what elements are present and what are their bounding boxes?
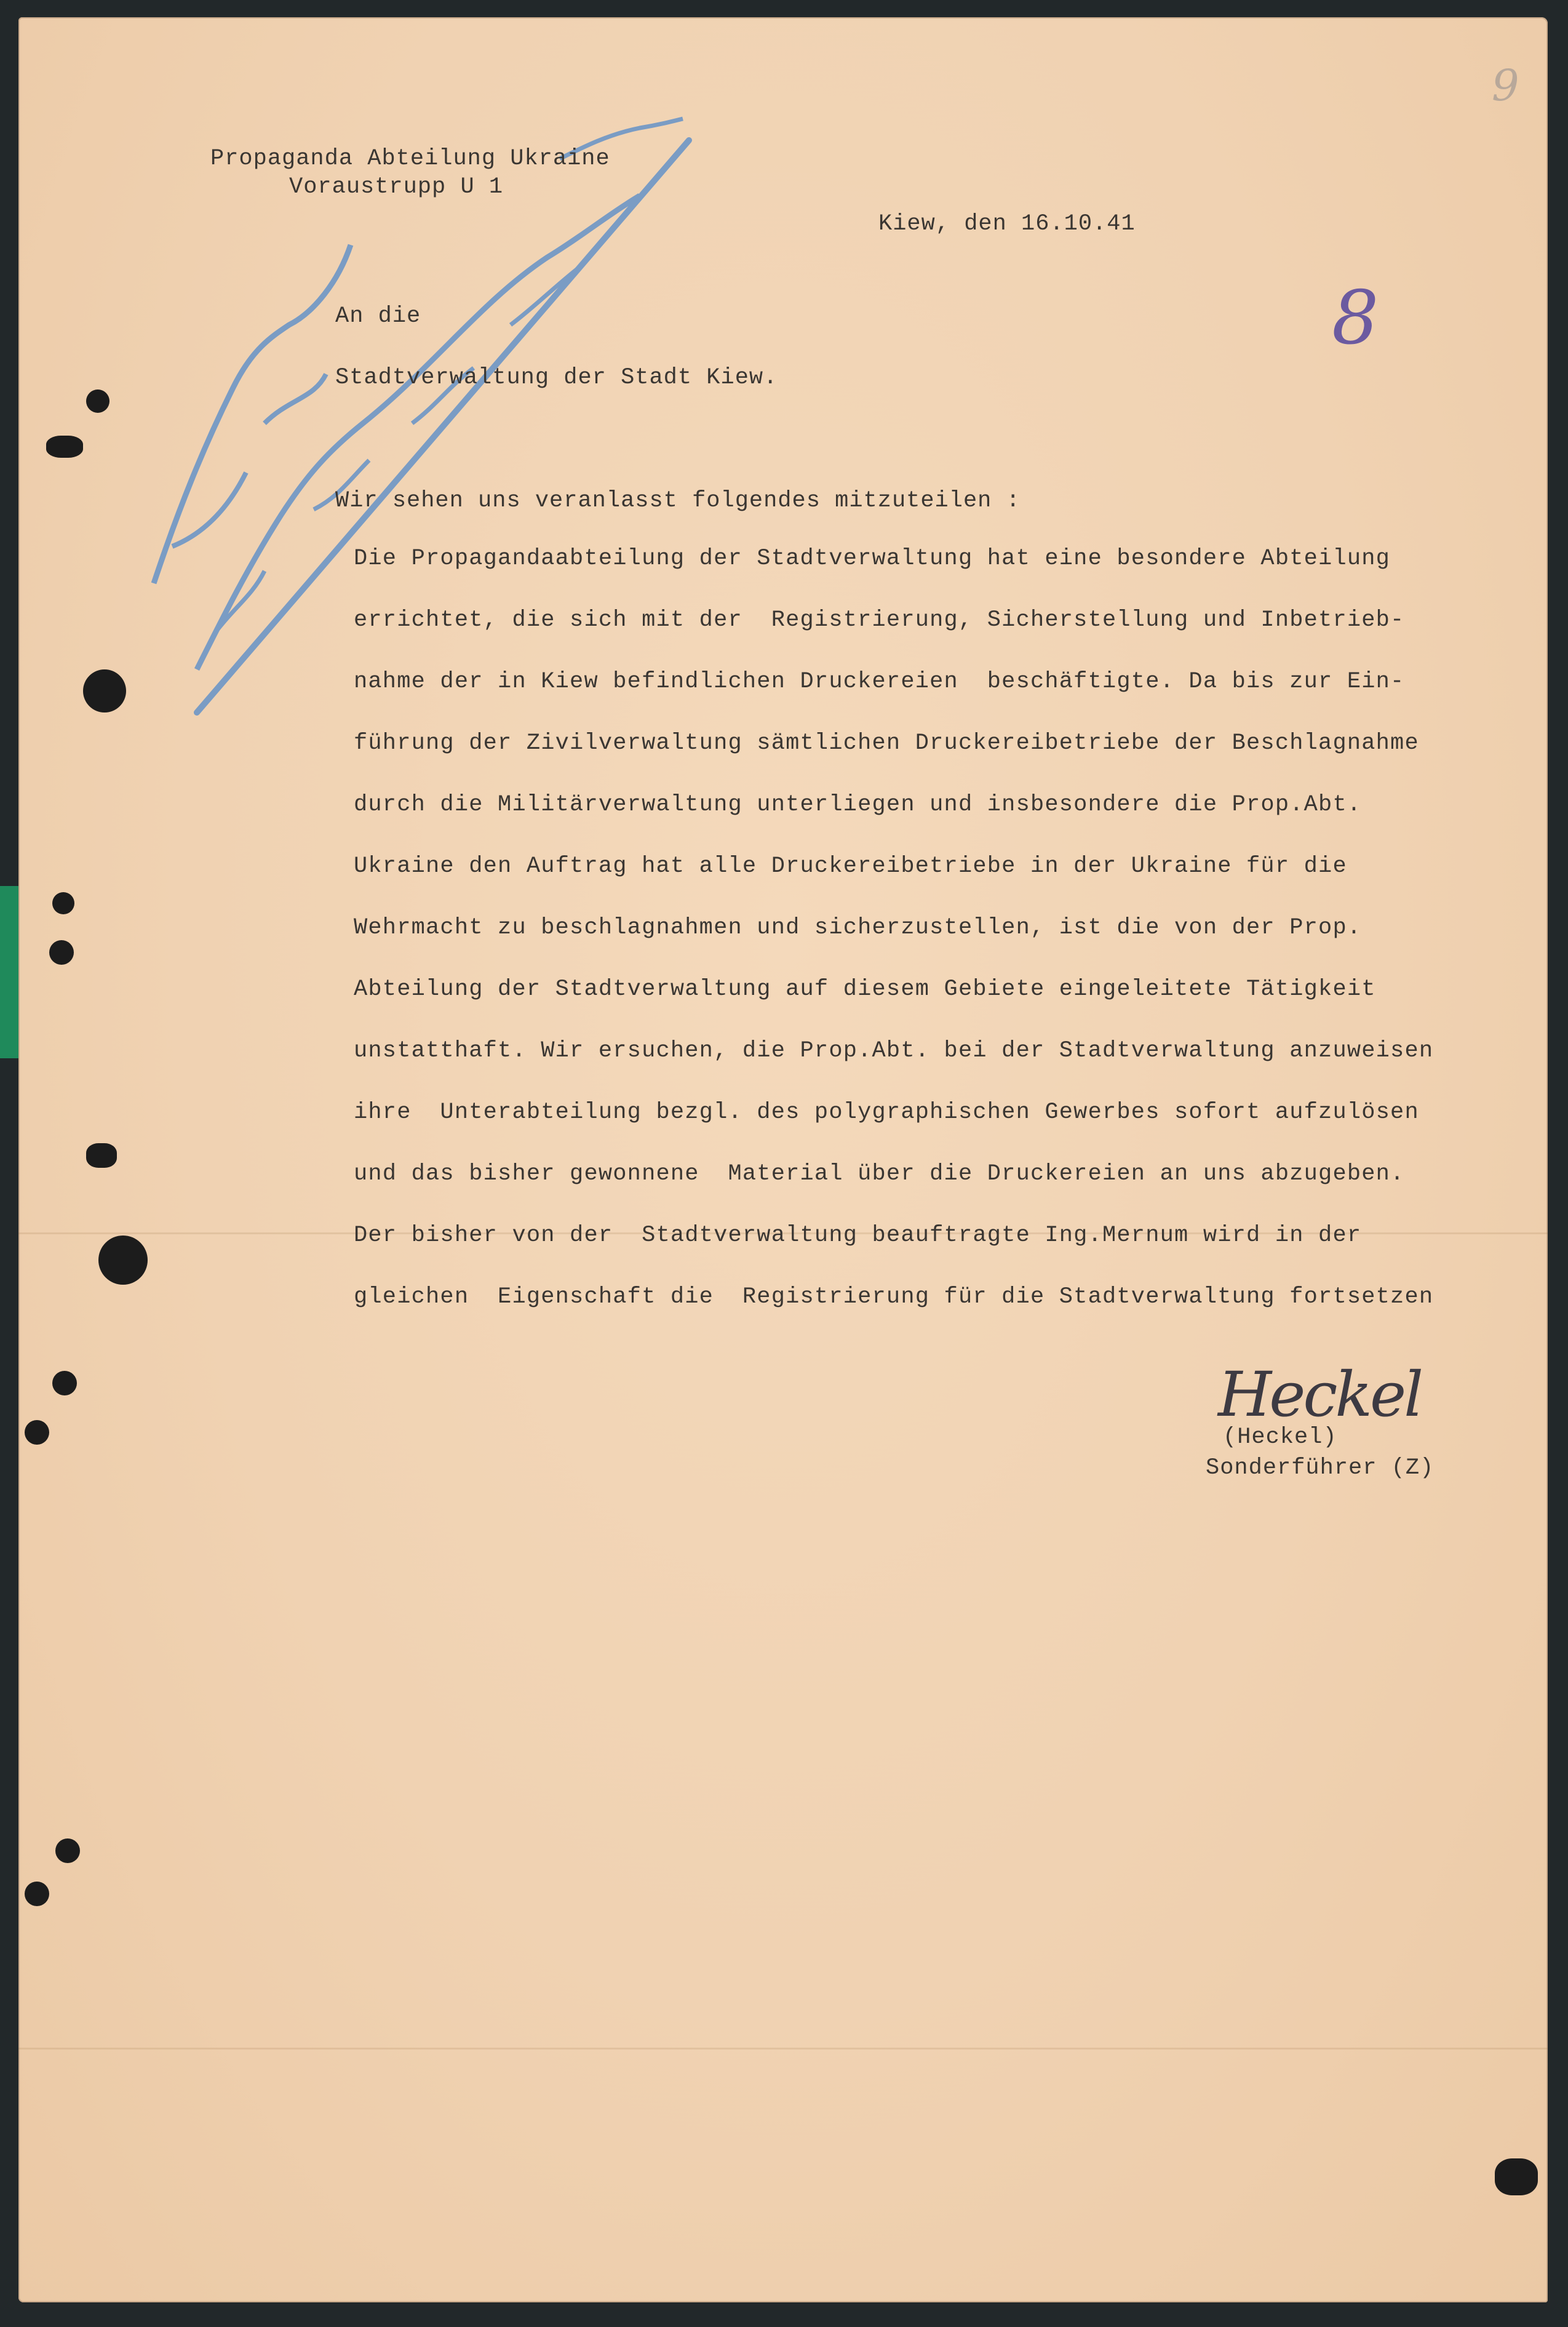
- punch-hole: [83, 669, 126, 712]
- body-line: durch die Militärverwaltung unterliegen und insbesondere die Prop.Abt.: [354, 792, 1362, 818]
- violet-margin-mark: 8: [1332, 276, 1379, 361]
- punch-hole: [25, 1882, 49, 1906]
- place-date: Kiew, den 16.10.41: [878, 211, 1136, 237]
- body-line: nahme der in Kiew befindlichen Druckereien beschäftigte. Da bis zur Ein-: [354, 669, 1405, 695]
- punch-hole: [49, 940, 74, 965]
- body-line: ihre Unterabteilung bezgl. des polygraphischen Gewerbes sofort aufzulösen: [354, 1100, 1419, 1125]
- signature-title: Sonderführer (Z): [1206, 1455, 1435, 1481]
- handwritten-signature: Heckel: [1218, 1359, 1422, 1431]
- body-line: Ukraine den Auftrag hat alle Druckereibetriebe in der Ukraine für die: [354, 853, 1347, 879]
- punch-hole: [86, 1143, 117, 1168]
- body-line: gleichen Eigenschaft die Registrierung für die Stadtverwaltung fortsetzen: [354, 1284, 1434, 1310]
- punch-hole: [1495, 2158, 1538, 2195]
- punch-hole: [52, 892, 74, 914]
- punch-hole: [98, 1235, 148, 1285]
- body-line: Abteilung der Stadtverwaltung auf diesem Gebiete eingeleitete Tätigkeit: [354, 976, 1376, 1002]
- salutation: Wir sehen uns veranlasst folgendes mitzuteilen :: [335, 488, 1021, 514]
- punch-hole: [52, 1371, 77, 1395]
- letterhead-org: Propaganda Abteilung Ukraine: [210, 146, 610, 172]
- punch-hole: [46, 436, 83, 458]
- body-line: errichtet, die sich mit der Registrierung, Sicherstellung und Inbetrieb-: [354, 607, 1405, 633]
- document-page: [18, 17, 1548, 2302]
- punch-hole: [55, 1838, 80, 1863]
- page-number: 9: [1492, 60, 1519, 111]
- fold-line: [18, 2048, 1548, 2050]
- body-line: Die Propagandaabteilung der Stadtverwaltung hat eine besondere Abteilung: [354, 546, 1391, 572]
- punch-hole: [25, 1420, 49, 1445]
- body-line: und das bisher gewonnene Material über die Druckereien an uns abzugeben.: [354, 1161, 1405, 1187]
- recipient-line-2: Stadtverwaltung der Stadt Kiew.: [335, 365, 778, 391]
- body-line: unstatthaft. Wir ersuchen, die Prop.Abt. bei der Stadtverwaltung anzuweisen: [354, 1038, 1434, 1064]
- signature-name: (Heckel): [1223, 1424, 1337, 1450]
- body-line: Der bisher von der Stadtverwaltung beauftragte Ing.Mernum wird in der: [354, 1223, 1362, 1248]
- punch-hole: [86, 389, 109, 413]
- body-line: Wehrmacht zu beschlagnahmen und sicherzustellen, ist die von der Prop.: [354, 915, 1362, 941]
- recipient-line-1: An die: [335, 303, 421, 329]
- letterhead-unit: Voraustrupp U 1: [289, 174, 504, 200]
- body-line: führung der Zivilverwaltung sämtlichen Druckereibetriebe der Beschlagnahme: [354, 730, 1419, 756]
